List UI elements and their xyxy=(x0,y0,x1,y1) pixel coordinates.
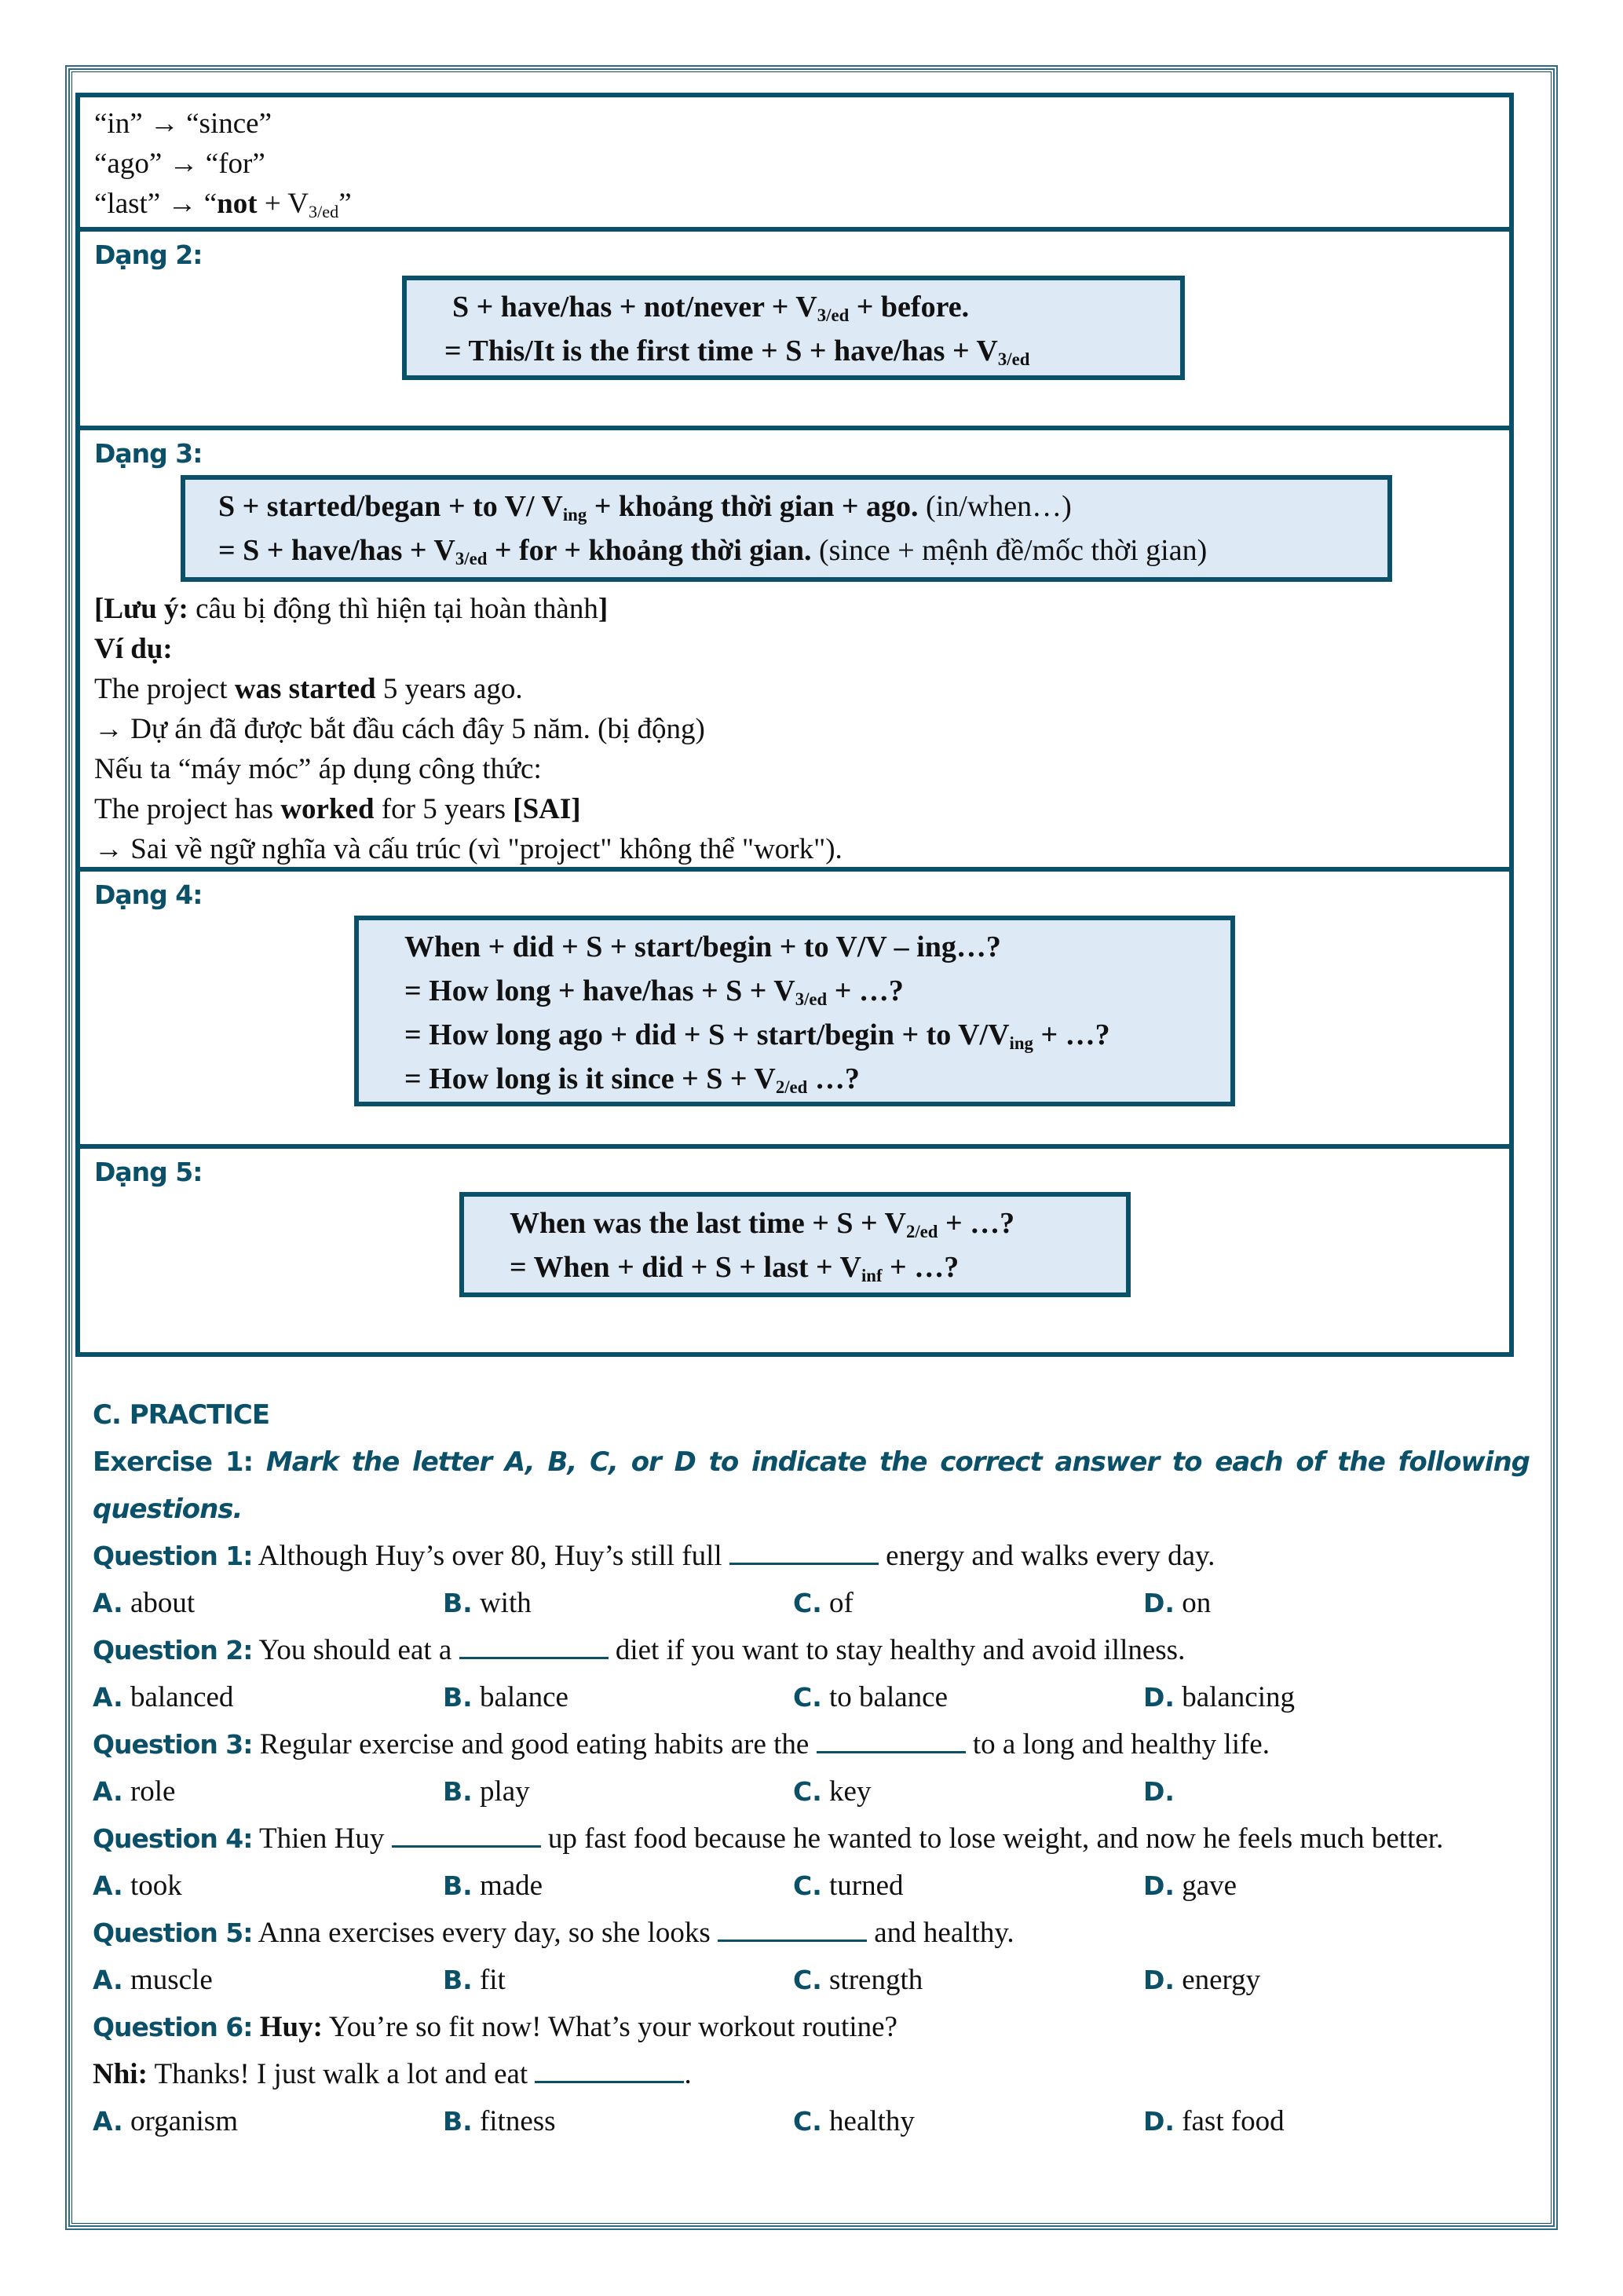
formula-line: = This/It is the first time + S + have/has + $V_{3/ed}$ xyxy=(444,335,1030,369)
option-b[interactable]: B. balance xyxy=(443,1681,568,1713)
example-line: Nếu ta “máy móc” áp dụng công thức: xyxy=(94,753,542,785)
dang-5-heading: Dạng 5: xyxy=(94,1157,203,1187)
option-d[interactable]: D. energy xyxy=(1143,1964,1261,1996)
formula-line: S + started/began + to V/ $V_{ing}$ + khoảng thời gian + ago. (in/when…) xyxy=(218,490,1072,525)
option-a[interactable]: A. organism xyxy=(93,2105,238,2137)
example-translation: → Dự án đã được bắt đầu cách đây 5 năm. (bị động) xyxy=(94,713,705,745)
dang-3-row xyxy=(80,426,1509,867)
option-d[interactable]: D. gave xyxy=(1143,1870,1237,1902)
question-3: Question 3: Regular exercise and good eating habits are the to a long and healthy life. A. role B. play C. key D. xyxy=(93,1721,1530,1815)
option-a[interactable]: A. muscle xyxy=(93,1964,213,1996)
formula-line: = How long ago + did + S + start/begin + to $V/V_{ing}$ + …? xyxy=(404,1018,1110,1053)
note-line: [Lưu ý: câu bị động thì hiện tại hoàn thành] xyxy=(94,593,609,625)
formula-line: = When + did + S + last + $V_{inf}$ + …? xyxy=(510,1251,960,1285)
example-wrong: The project has worked for 5 years [SAI] xyxy=(94,793,581,825)
dang-3-notes xyxy=(94,589,843,869)
option-c[interactable]: C. of xyxy=(793,1587,854,1619)
option-a[interactable]: A. balanced xyxy=(93,1681,234,1713)
option-c[interactable]: C. key xyxy=(793,1775,872,1808)
formula-line: S + have/has + not/never + $V_{3/ed}$ + before. xyxy=(452,291,970,325)
option-a[interactable]: A. role xyxy=(93,1775,176,1808)
dang-2-heading: Dạng 2: xyxy=(94,239,203,270)
rule-last-not: “last” → “not + $V_{3/ed}$” xyxy=(94,188,352,221)
option-b[interactable]: B. fitness xyxy=(443,2105,556,2137)
grammar-table xyxy=(75,93,1514,1357)
arrow-icon: → xyxy=(167,188,197,220)
question-4: Question 4: Thien Huy up fast food because he wanted to lose weight, and now he feels much better. A. took B. made C. turned D. gave xyxy=(93,1815,1530,1910)
dang-2-formula-box xyxy=(402,276,1185,380)
question-5: Question 5: Anna exercises every day, so she looks and healthy. A. muscle B. fit C. strength D. energy xyxy=(93,1910,1530,2004)
dang-4-row xyxy=(80,867,1509,1144)
dang-3-formula-box xyxy=(181,475,1392,582)
example-line: The project was started 5 years ago. xyxy=(94,673,523,705)
answer-blank[interactable] xyxy=(535,2059,684,2083)
answer-blank[interactable] xyxy=(718,1918,867,1942)
example-explanation: → Sai về ngữ nghĩa và cấu trúc (vì "project" không thể "work"). xyxy=(94,833,843,865)
question-2: Question 2: You should eat a diet if you want to stay healthy and avoid illness. A. balanced B. balance C. to balance D. balancing xyxy=(93,1627,1530,1721)
answer-blank[interactable] xyxy=(729,1541,879,1565)
conversion-rules-row xyxy=(80,97,1509,227)
exercise-title: Exercise 1: Mark the letter A, B, C, or D to indicate the correct answer to each of the following questions. xyxy=(93,1446,1530,1525)
option-b[interactable]: B. made xyxy=(443,1870,543,1902)
arrow-icon: → xyxy=(169,148,199,180)
dang-5-formula-box xyxy=(459,1192,1131,1297)
dang-5-row xyxy=(80,1144,1509,1352)
question-1: Question 1: Although Huy’s over 80, Huy’s still full energy and walks every day. A. about B. with C. of D. on xyxy=(93,1533,1530,1627)
option-d[interactable]: D. fast food xyxy=(1143,2105,1285,2137)
option-b[interactable]: B. fit xyxy=(443,1964,506,1996)
dang-2-row xyxy=(80,227,1509,426)
option-a[interactable]: A. took xyxy=(93,1870,182,1902)
option-c[interactable]: C. turned xyxy=(793,1870,904,1902)
answer-blank[interactable] xyxy=(392,1823,541,1848)
option-b[interactable]: B. play xyxy=(443,1775,530,1808)
formula-line: = S + have/has + $V_{3/ed}$ + for + khoảng thời gian. (since + mệnh đề/mốc thời gian) xyxy=(218,534,1208,569)
option-d[interactable]: D. on xyxy=(1143,1587,1212,1619)
option-c[interactable]: C. strength xyxy=(793,1964,923,1996)
option-d[interactable]: D. balancing xyxy=(1143,1681,1296,1713)
formula-line: = How long + have/has + $S + V_{3/ed}$ + …? xyxy=(404,974,904,1009)
option-c[interactable]: C. healthy xyxy=(793,2105,915,2137)
option-a[interactable]: A. about xyxy=(93,1587,196,1619)
arrow-icon: → xyxy=(149,108,179,140)
answer-blank[interactable] xyxy=(459,1635,609,1659)
option-d[interactable]: D. xyxy=(1143,1776,1175,1807)
section-title: C. PRACTICE xyxy=(93,1399,270,1431)
dang-4-heading: Dạng 4: xyxy=(94,879,203,910)
dang-4-formula-box xyxy=(354,916,1235,1106)
option-b[interactable]: B. with xyxy=(443,1587,532,1619)
practice-section xyxy=(93,1391,1530,2145)
question-6: Question 6: Huy: You’re so fit now! What’s your workout routine? Nhi: Thanks! I just walk a lot and eat . A. organism B. fitness C. healthy D. fast food xyxy=(93,2004,1530,2145)
example-label: Ví dụ: xyxy=(94,633,173,665)
rule-ago-for: “ago” → “for” xyxy=(94,148,265,180)
answer-blank[interactable] xyxy=(817,1729,966,1753)
formula-line: = How long is it since + $S + V_{2/ed}$ …? xyxy=(404,1062,860,1097)
dang-3-heading: Dạng 3: xyxy=(94,438,203,469)
formula-line: When was the last time + $S + V_{2/ed}$ + …? xyxy=(510,1207,1015,1241)
option-c[interactable]: C. to balance xyxy=(793,1681,949,1713)
rule-in-since: “in” → “since” xyxy=(94,108,272,140)
formula-line: When + did + S + start/begin + to V/V – ing…? xyxy=(404,930,1001,963)
